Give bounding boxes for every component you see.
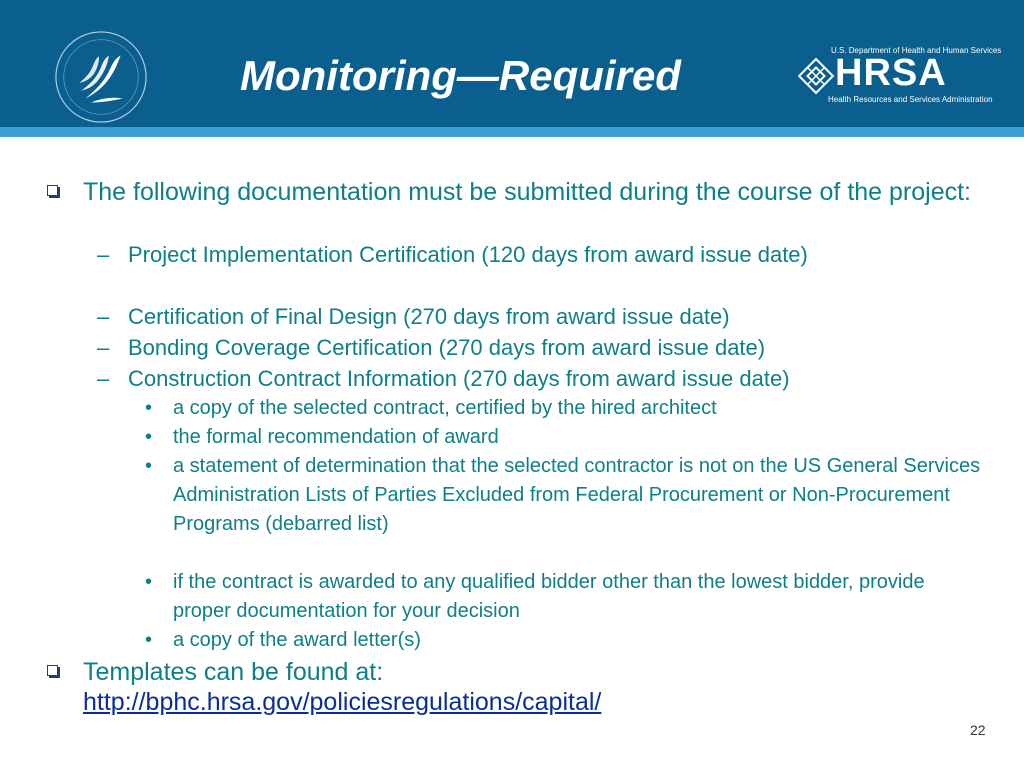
hrsa-subtitle: Health Resources and Services Administration bbox=[828, 95, 993, 104]
sub-list-item bbox=[145, 568, 983, 626]
hrsa-wordmark: HRSA bbox=[835, 52, 947, 94]
dot-bullet-icon: • bbox=[145, 397, 153, 419]
sub-list-item-text: a statement of determination that the selected contractor is not on the US General Services Administration Lists of Parties Excluded from Federal Procurement or Non-Procurement Programs (debarred list) bbox=[173, 455, 981, 535]
dot-bullet-icon: • bbox=[145, 426, 153, 448]
page-title: Monitoring—Required bbox=[240, 52, 681, 99]
list-item bbox=[97, 333, 988, 363]
templates-link[interactable]: http://bphc.hrsa.gov/policiesregulations/capital/ bbox=[83, 688, 602, 716]
list-item-text: Project Implementation Certification (120 days from award issue date) bbox=[128, 242, 808, 267]
dot-bullet-icon: • bbox=[145, 571, 153, 593]
list-item bbox=[97, 240, 988, 270]
sub-list-item bbox=[145, 626, 983, 655]
dot-bullet-icon: • bbox=[145, 455, 153, 477]
templates-label: Templates can be found at: bbox=[83, 658, 384, 686]
dot-bullet-icon: • bbox=[145, 629, 153, 651]
sub-list-item-text: if the contract is awarded to any qualified bidder other than the lowest bidder, provide proper documentation for your decision bbox=[173, 571, 925, 622]
sub-list-item-text: a copy of the selected contract, certified by the hired architect bbox=[173, 397, 717, 419]
dash-bullet-icon: – bbox=[97, 335, 110, 360]
list-item-text: Certification of Final Design (270 days from award issue date) bbox=[128, 304, 730, 329]
sub-list-item bbox=[145, 423, 983, 452]
list-item bbox=[97, 302, 988, 332]
intro-text: The following documentation must be submitted during the course of the project: bbox=[83, 178, 972, 206]
sub-list-item-text: the formal recommendation of award bbox=[173, 426, 499, 448]
list-item-text: Construction Contract Information (270 days from award issue date) bbox=[128, 366, 790, 391]
sub-list-item bbox=[145, 394, 983, 423]
hrsa-department-text: U.S. Department of Health and Human Services bbox=[831, 46, 1002, 55]
square-bullet-icon bbox=[47, 185, 58, 196]
sub-list-item bbox=[145, 452, 983, 539]
square-bullet-icon bbox=[47, 665, 58, 676]
list-item-text: Bonding Coverage Certification (270 days from award issue date) bbox=[128, 335, 766, 360]
dash-bullet-icon: – bbox=[97, 242, 110, 267]
page-number: 22 bbox=[970, 722, 986, 738]
bullet-templates bbox=[83, 657, 1003, 717]
dash-bullet-icon: – bbox=[97, 366, 110, 391]
list-item bbox=[97, 364, 988, 394]
sub-list-item-text: a copy of the award letter(s) bbox=[173, 629, 421, 651]
bullet-intro bbox=[83, 177, 1003, 207]
dash-bullet-icon: – bbox=[97, 304, 110, 329]
